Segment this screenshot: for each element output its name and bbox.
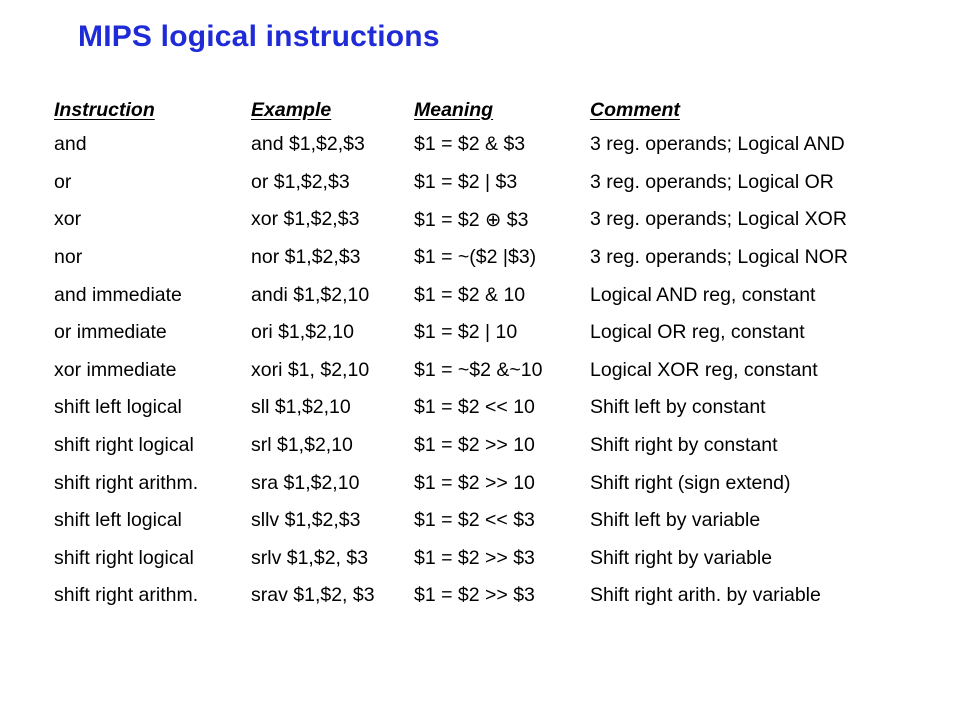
cell-comment: Logical OR reg, constant (590, 321, 805, 344)
table-row (54, 201, 920, 239)
table-row (54, 239, 920, 277)
cell-comment: 3 reg. operands; Logical XOR (590, 208, 847, 231)
cell-instruction: xor (54, 208, 82, 231)
header-example: Example (251, 98, 332, 121)
cell-meaning: $1 = $2 | $3 (414, 170, 518, 193)
cell-meaning: $1 = $2 | 10 (414, 321, 518, 344)
cell-example: nor $1,$2,$3 (251, 246, 361, 269)
cell-example: sra $1,$2,10 (251, 471, 360, 494)
cell-comment: 3 reg. operands; Logical AND (590, 133, 845, 156)
cell-instruction: xor immediate (54, 358, 177, 381)
cell-example: or $1,$2,$3 (251, 170, 350, 193)
cell-example: xori $1, $2,10 (251, 358, 370, 381)
cell-comment: Logical XOR reg, constant (590, 358, 818, 381)
header-instruction: Instruction (54, 98, 155, 121)
table-row (54, 427, 920, 465)
cell-instruction: shift right arithm. (54, 584, 199, 607)
cell-comment: Logical AND reg, constant (590, 283, 816, 306)
cell-example: srl $1,$2,10 (251, 434, 353, 457)
cell-meaning: $1 = $2 & $3 (414, 133, 526, 156)
cell-meaning: $1 = $2 & 10 (414, 283, 526, 306)
header-meaning: Meaning (414, 98, 494, 121)
table-row (54, 276, 920, 314)
table-row (54, 126, 920, 164)
cell-meaning: $1 = $2 >> $3 (414, 546, 535, 569)
cell-meaning: $1 = ~$2 &~10 (414, 358, 543, 381)
cell-example: ori $1,$2,10 (251, 321, 354, 344)
cell-instruction: shift left logical (54, 396, 182, 419)
cell-instruction: nor (54, 246, 83, 269)
cell-example: srav $1,$2, $3 (251, 584, 375, 607)
table-row (54, 502, 920, 540)
table-row (54, 389, 920, 427)
cell-comment: Shift right by constant (590, 434, 778, 457)
cell-instruction: or immediate (54, 321, 167, 344)
cell-example: and $1,$2,$3 (251, 133, 365, 156)
cell-meaning: $1 = $2 << $3 (414, 509, 535, 532)
cell-example: sllv $1,$2,$3 (251, 509, 361, 532)
table-row (54, 577, 920, 615)
cell-example: sll $1,$2,10 (251, 396, 351, 419)
page-title: MIPS logical instructions (78, 20, 440, 53)
table-row (54, 352, 920, 390)
table-row (54, 540, 920, 578)
cell-instruction: shift left logical (54, 509, 182, 532)
cell-instruction: shift right logical (54, 434, 194, 457)
cell-meaning: $1 = $2 >> 10 (414, 434, 535, 457)
header-comment: Comment (590, 98, 680, 121)
table-header (54, 94, 920, 126)
cell-comment: 3 reg. operands; Logical NOR (590, 246, 848, 269)
cell-example: xor $1,$2,$3 (251, 208, 360, 231)
cell-comment: Shift left by constant (590, 396, 766, 419)
cell-meaning: $1 = ~($2 |$3) (414, 246, 537, 269)
cell-meaning: $1 = $2 >> 10 (414, 471, 535, 494)
table-row (54, 164, 920, 202)
cell-comment: Shift left by variable (590, 509, 761, 532)
cell-instruction: and immediate (54, 283, 182, 306)
table-row (54, 314, 920, 352)
cell-comment: Shift right arith. by variable (590, 584, 821, 607)
table-row (54, 464, 920, 502)
cell-meaning: $1 = $2 >> $3 (414, 584, 535, 607)
cell-example: srlv $1,$2, $3 (251, 546, 369, 569)
instruction-table (54, 94, 920, 615)
cell-comment: 3 reg. operands; Logical OR (590, 170, 834, 193)
cell-instruction: shift right logical (54, 546, 194, 569)
cell-instruction: and (54, 133, 87, 156)
cell-comment: Shift right by variable (590, 546, 773, 569)
cell-example: andi $1,$2,10 (251, 283, 370, 306)
cell-comment: Shift right (sign extend) (590, 471, 791, 494)
cell-meaning: $1 = $2 << 10 (414, 396, 535, 419)
cell-instruction: or (54, 170, 72, 193)
header-row (54, 94, 920, 126)
cell-meaning: $1 = $2 ⊕ $3 (414, 208, 529, 231)
cell-instruction: shift right arithm. (54, 471, 199, 494)
table-body (54, 126, 920, 615)
